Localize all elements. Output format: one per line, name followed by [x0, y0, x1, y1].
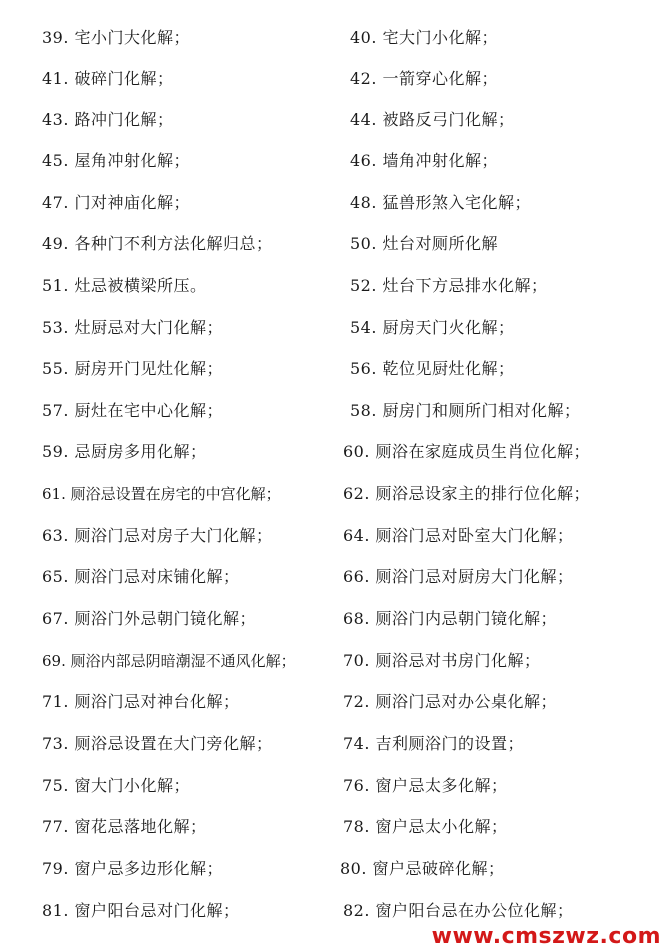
list-item: 42. 一箭穿心化解； [350, 69, 499, 88]
list-item: 77. 窗花忌落地化解； [42, 817, 207, 836]
list-item: 57. 厨灶在宅中心化解； [42, 401, 224, 420]
list-row [0, 567, 667, 609]
list-row [0, 318, 667, 360]
list-row [0, 817, 667, 859]
list-row [0, 276, 667, 318]
list-row [0, 69, 667, 111]
list-item: 39. 宅小门大化解； [42, 28, 191, 47]
list-item: 69. 厕浴内部忌阴暗潮湿不通风化解； [42, 652, 296, 670]
list-item: 81. 窗户阳台忌对门化解； [42, 901, 240, 920]
list-row [0, 110, 667, 152]
list-item: 78. 窗户忌太小化解； [343, 817, 508, 836]
list-item: 60. 厕浴在家庭成员生肖位化解； [343, 442, 591, 461]
list-row [0, 609, 667, 651]
list-row [0, 193, 667, 235]
list-item: 73. 厕浴忌设置在大门旁化解； [42, 734, 273, 753]
list-row [0, 234, 667, 276]
list-row [0, 651, 667, 693]
list-row [0, 859, 667, 901]
list-item: 72. 厕浴门忌对办公桌化解； [343, 692, 558, 711]
list-item: 71. 厕浴门忌对神台化解； [42, 692, 240, 711]
list-item: 52. 灶台下方忌排水化解； [350, 276, 548, 295]
list-row [0, 692, 667, 734]
list-item: 59. 忌厨房多用化解； [42, 442, 207, 461]
list-item: 40. 宅大门小化解； [350, 28, 499, 47]
list-item: 74. 吉利厕浴门的设置； [343, 734, 525, 753]
list-row [0, 526, 667, 568]
list-item: 44. 被路反弓门化解； [350, 110, 515, 129]
list-item: 51. 灶忌被横梁所压。 [42, 276, 207, 295]
list-item: 70. 厕浴忌对书房门化解； [343, 651, 541, 670]
list-item: 49. 各种门不利方法化解归总； [42, 234, 273, 253]
list-item: 47. 门对神庙化解； [42, 193, 191, 212]
list-item: 76. 窗户忌太多化解； [343, 776, 508, 795]
list-item: 66. 厕浴门忌对厨房大门化解； [343, 567, 574, 586]
list-item: 58. 厨房门和厕所门相对化解； [350, 401, 581, 420]
site-watermark: www.cmszwz.com [431, 924, 661, 949]
list-item: 63. 厕浴门忌对房子大门化解； [42, 526, 273, 545]
list-item: 45. 屋角冲射化解； [42, 151, 191, 170]
list-item: 50. 灶台对厕所化解 [350, 234, 499, 253]
list-item: 62. 厕浴忌设家主的排行位化解； [343, 484, 591, 503]
list-row [0, 734, 667, 776]
list-item: 67. 厕浴门外忌朝门镜化解； [42, 609, 257, 628]
list-item: 65. 厕浴门忌对床铺化解； [42, 567, 240, 586]
list-item: 61. 厕浴忌设置在房宅的中宫化解； [42, 485, 281, 503]
list-row [0, 484, 667, 526]
list-item: 82. 窗户阳台忌在办公位化解； [343, 901, 574, 920]
list-item: 41. 破碎门化解； [42, 69, 174, 88]
list-item: 53. 灶厨忌对大门化解； [42, 318, 224, 337]
list-item: 55. 厨房开门见灶化解； [42, 359, 224, 378]
list-row [0, 776, 667, 818]
list-item: 54. 厨房天门火化解； [350, 318, 515, 337]
list-item: 68. 厕浴门内忌朝门镜化解； [343, 609, 558, 628]
list-item: 43. 路冲门化解； [42, 110, 174, 129]
list-row [0, 401, 667, 443]
list-item: 56. 乾位见厨灶化解； [350, 359, 515, 378]
list-item: 79. 窗户忌多边形化解； [42, 859, 224, 878]
list-row [0, 442, 667, 484]
list-row [0, 359, 667, 401]
list-item: 48. 猛兽形煞入宅化解； [350, 193, 532, 212]
list-row [0, 28, 667, 70]
list-item: 80. 窗户忌破碎化解； [340, 859, 505, 878]
list-item: 46. 墙角冲射化解； [350, 151, 499, 170]
list-item: 75. 窗大门小化解； [42, 776, 191, 795]
list-row [0, 151, 667, 193]
list-item: 64. 厕浴门忌对卧室大门化解； [343, 526, 574, 545]
